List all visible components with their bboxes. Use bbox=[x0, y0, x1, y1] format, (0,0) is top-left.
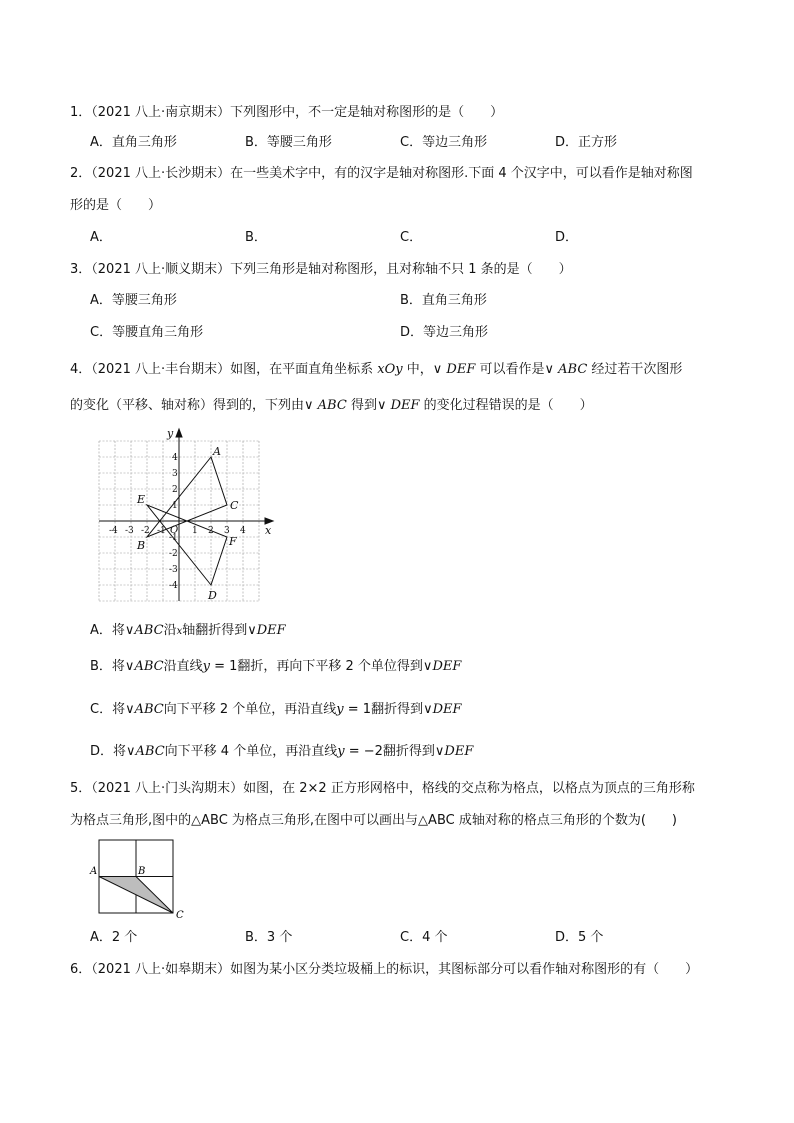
x-tick-label: 1 bbox=[192, 526, 198, 536]
y-tick-label: -1 bbox=[169, 533, 178, 543]
q3-option-c[interactable]: C．等腰直角三角形 bbox=[90, 325, 204, 340]
x-tick-label: 3 bbox=[224, 526, 230, 536]
q5-option-b[interactable]: B．3 个 bbox=[245, 930, 293, 945]
q4-option-d[interactable]: D．将∨ABC向下平移 4 个单位，再沿直线y = −2翻折得到∨DEF bbox=[90, 744, 474, 759]
q1-option-b[interactable]: B．等腰三角形 bbox=[245, 135, 332, 150]
q5-option-a[interactable]: A．2 个 bbox=[90, 930, 138, 945]
point-label-e: E bbox=[137, 493, 146, 506]
q1-option-d[interactable]: D．正方形 bbox=[555, 135, 618, 150]
point-label-a: A bbox=[213, 445, 221, 458]
x-tick-label: -4 bbox=[109, 526, 118, 536]
q2-stem-line2: 形的是（ ） bbox=[70, 198, 162, 213]
x-tick-label: -1 bbox=[157, 526, 166, 536]
q5-label-a: A bbox=[90, 866, 98, 877]
q5-option-d[interactable]: D．5 个 bbox=[555, 930, 604, 945]
y-tick-label: -2 bbox=[169, 549, 178, 559]
y-tick-label: 4 bbox=[172, 453, 178, 463]
q2-option-a[interactable]: A． bbox=[90, 230, 112, 245]
q2-option-c[interactable]: C． bbox=[400, 230, 423, 245]
q5-stem-line2: 为格点三角形,图中的△ABC 为格点三角形,在图中可以画出与△ABC 成轴对称的格点三角形的个数为( ) bbox=[70, 813, 677, 828]
q4-stem-line2: 的变化（平移、轴对称）得到的，下列由∨ ABC 得到∨ DEF 的变化过程错误的是（ ） bbox=[70, 398, 593, 413]
q5-grid-figure bbox=[88, 836, 193, 922]
q3-stem: 3．（2021 八上·顺义期末）下列三角形是轴对称图形，且对称轴不只 1 条的是（ ） bbox=[70, 262, 572, 277]
q5-label-c: C bbox=[176, 910, 184, 921]
q2-stem-line1: 2．（2021 八上·长沙期末）在一些美术字中，有的汉字是轴对称图形.下面 4 个汉字中，可以看作是轴对称图 bbox=[70, 166, 693, 181]
x-tick-label: 4 bbox=[240, 526, 246, 536]
q2-option-d[interactable]: D． bbox=[555, 230, 579, 245]
q4-coordinate-graph bbox=[95, 405, 272, 605]
x-tick-label: 2 bbox=[208, 526, 214, 536]
q5-option-c[interactable]: C．4 个 bbox=[400, 930, 448, 945]
y-tick-label: -4 bbox=[169, 581, 178, 591]
x-tick-label: -3 bbox=[125, 526, 134, 536]
y-axis-arrow bbox=[176, 429, 182, 437]
q3-option-a[interactable]: A．等腰三角形 bbox=[90, 293, 177, 308]
q4-option-b[interactable]: B．将∨ABC沿直线y = 1翻折，再向下平移 2 个单位得到∨DEF bbox=[90, 659, 462, 674]
q3-option-b[interactable]: B．直角三角形 bbox=[400, 293, 487, 308]
point-label-f: F bbox=[229, 535, 237, 548]
point-label-d: D bbox=[208, 589, 217, 602]
q2-option-b[interactable]: B． bbox=[245, 230, 267, 245]
x-axis-label: x bbox=[265, 524, 272, 537]
q4-stem-line1: 4．（2021 八上·丰台期末）如图，在平面直角坐标系 xOy 中，∨ DEF 可以看作是∨ ABC 经过若干次图形 bbox=[70, 362, 683, 377]
y-axis-label: y bbox=[167, 427, 174, 440]
q4-tick-labels bbox=[109, 427, 272, 591]
q1-stem: 1．（2021 八上·南京期末）下列图形中，不一定是轴对称图形的是（ ） bbox=[70, 105, 504, 120]
q4-option-c[interactable]: C．将∨ABC向下平移 2 个单位，再沿直线y = 1翻折得到∨DEF bbox=[90, 702, 462, 717]
point-label-b: B bbox=[137, 539, 146, 552]
q4-option-a[interactable]: A．将∨ABC沿x轴翻折得到∨DEF bbox=[90, 623, 286, 638]
origin-label: O bbox=[170, 525, 179, 536]
q5-label-b: B bbox=[138, 866, 146, 877]
q4-axes bbox=[99, 429, 273, 601]
y-tick-label: -3 bbox=[169, 565, 178, 575]
q4-point-labels bbox=[136, 445, 239, 602]
q1-option-a[interactable]: A．直角三角形 bbox=[90, 135, 177, 150]
q6-stem: 6．（2021 八上·如皋期末）如图为某小区分类垃圾桶上的标识，其图标部分可以看作轴对称图形的有（ ） bbox=[70, 962, 699, 977]
y-tick-label: 2 bbox=[172, 485, 178, 495]
triangle-abc bbox=[147, 457, 227, 537]
q5-stem-line1: 5．（2021 八上·门头沟期末）如图，在 2×2 正方形网格中，格线的交点称为格点，以格点为顶点的三角形称 bbox=[70, 781, 695, 796]
x-tick-label: -2 bbox=[141, 526, 150, 536]
triangle-def bbox=[147, 505, 227, 585]
y-tick-label: 1 bbox=[172, 501, 178, 511]
q3-option-d[interactable]: D．等边三角形 bbox=[400, 325, 489, 340]
y-tick-label: 3 bbox=[172, 469, 178, 479]
point-label-c: C bbox=[230, 499, 239, 512]
q1-option-c[interactable]: C．等边三角形 bbox=[400, 135, 488, 150]
